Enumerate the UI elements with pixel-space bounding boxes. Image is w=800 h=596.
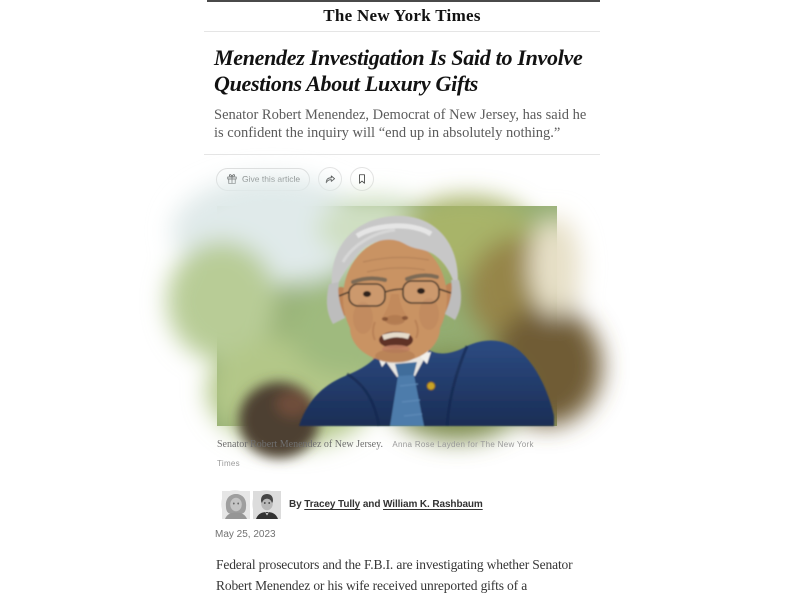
article-column: [204, 0, 600, 596]
menendez-photo-svg: [217, 206, 557, 426]
article-headline: Menendez Investigation Is Said to Involve Questions About Luxury Gifts: [214, 45, 583, 96]
author-link-william-rashbaum[interactable]: William K. Rashbaum: [383, 498, 483, 510]
article-photo-figure: [217, 206, 557, 471]
author-avatar-tracey-tully[interactable]: [221, 490, 249, 518]
photo-caption: Senator Robert Menendez of New Jersey.: [217, 439, 383, 450]
nyt-logo[interactable]: The New York Times: [323, 6, 481, 25]
photo-credit: Anna Rose Layden for The New York Times: [217, 440, 534, 469]
byline: [221, 490, 600, 518]
article-paragraph: Federal prosecutors and the F.B.I. are investigating whether Senator Robert Menendez or his wife received unreported gifts of a: [216, 557, 573, 593]
subheadline-divider: [204, 154, 600, 155]
byline-prefix: By: [289, 498, 302, 510]
author-avatar-william-rashbaum[interactable]: [252, 490, 280, 518]
bookmark-icon: [356, 173, 368, 185]
masthead-divider: [204, 31, 600, 32]
byline-text: [289, 499, 483, 510]
bookmark-button[interactable]: [350, 167, 374, 191]
share-icon: [324, 173, 337, 186]
article-photo: [217, 206, 557, 426]
byline-connector: and: [362, 498, 381, 510]
author-avatars: [221, 490, 280, 518]
publish-date: May 25, 2023: [215, 529, 276, 541]
author-link-tracey-tully[interactable]: Tracey Tully: [304, 498, 361, 510]
masthead: [204, 2, 600, 31]
article-subheadline: Senator Robert Menendez, Democrat of New Jersey, has said he is confident the inquiry will “end up in absolutely nothing.”: [214, 106, 587, 142]
